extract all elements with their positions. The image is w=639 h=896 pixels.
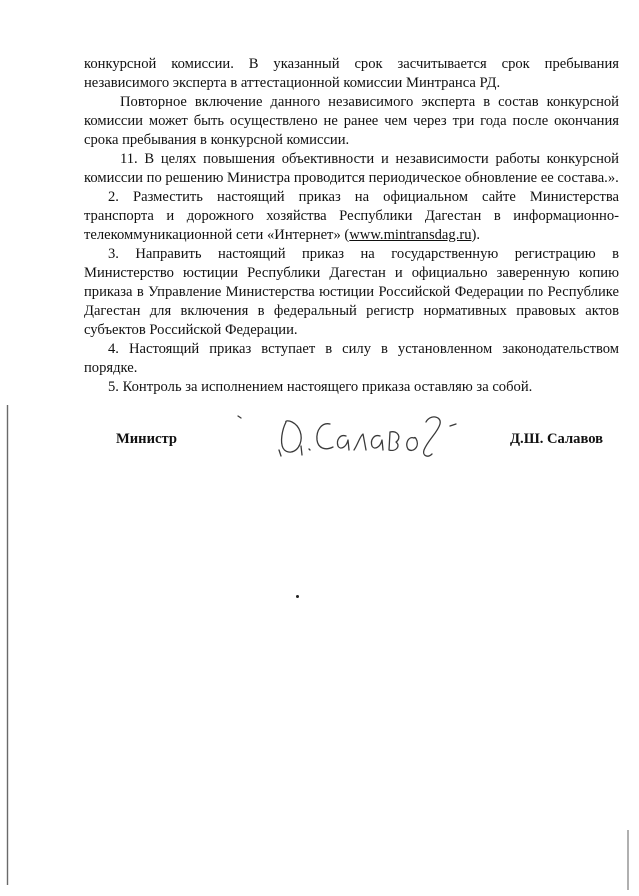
paragraph-item-2-end: ). xyxy=(471,227,481,243)
paragraph-item-11: 11. В целях повышения объективности и независимости работы конкурсной комиссии по решению Министра проводится периодическое обновление ее состава.». xyxy=(84,151,619,186)
paragraph-item-3: 3. Направить настоящий приказ на государственную регистрацию в Министерство юстиции Республики Дагестан и официально заверенную копию приказа в Управление Министерства юстиции Российской Федерации по Республике Дагестан для включения в федеральный регистр нормативных правовых актов субъектов Российской Федерации. xyxy=(84,246,619,338)
scan-speck xyxy=(296,595,299,598)
paragraph-item-2-text: 2. Разместить настоящий приказ на официальном сайте Министерства транспорта и дорожного хозяйства Республики Дагестан в информационно-телекоммуникационной сети «Интернет» ( xyxy=(84,189,619,243)
handwritten-signature xyxy=(230,400,470,470)
paragraph-commission-term: конкурсной комиссии. В указанный срок засчитывается срок пребывания независимого эксперта в аттестационной комиссии Минтранса РД. xyxy=(84,56,619,91)
paragraph-item-4: 4. Настоящий приказ вступает в силу в установленном законодательством порядке. xyxy=(84,341,619,376)
scan-edge-mark-right xyxy=(627,830,629,890)
signatory-name: Д.Ш. Салавов xyxy=(510,431,604,447)
document-body xyxy=(84,55,619,397)
scan-edge-mark xyxy=(6,405,9,885)
signature-block xyxy=(0,400,639,480)
paragraph-item-5: 5. Контроль за исполнением настоящего приказа оставляю за собой. xyxy=(108,379,533,395)
signatory-title: Министр xyxy=(116,431,177,447)
paragraph-item-2 xyxy=(84,188,619,245)
website-link[interactable]: www.mintransdag.ru xyxy=(349,227,472,243)
paragraph-repeat-inclusion: Повторное включение данного независимого эксперта в состав конкурсной комиссии может быть осуществлено не ранее чем через три года после окончания срока пребывания в конкурсной комиссии. xyxy=(84,94,619,148)
